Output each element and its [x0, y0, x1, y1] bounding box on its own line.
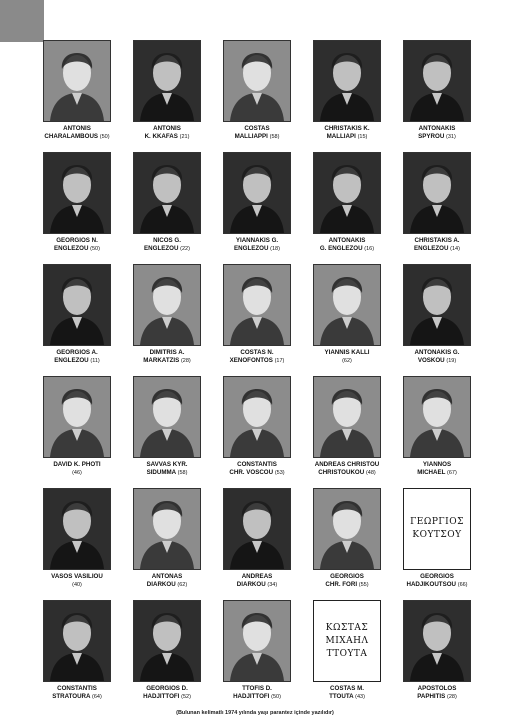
name-line-2	[54, 357, 100, 366]
name-line-2	[52, 693, 102, 702]
age-label: (14)	[450, 245, 460, 252]
name-text: MALLIAPPI	[234, 132, 268, 140]
name-text: CHARALAMBOUS	[44, 132, 99, 140]
portrait-photo	[223, 40, 291, 122]
name-text: HADJITTOFI	[233, 692, 270, 700]
portrait-caption	[147, 573, 187, 589]
portrait-card	[128, 488, 206, 600]
name-line-1: COSTAS M.	[330, 685, 364, 692]
name-line-1: GEORGIOS	[330, 573, 364, 580]
name-line-2	[147, 581, 187, 590]
name-text: CHR. VOSCOU	[229, 468, 274, 476]
portrait-photo	[133, 488, 201, 570]
age-label: (28)	[180, 357, 191, 364]
age-label: (17)	[274, 357, 285, 364]
portrait-caption	[320, 237, 374, 253]
portrait-caption	[235, 125, 280, 141]
name-line-2	[237, 581, 277, 590]
portrait-photo	[223, 488, 291, 570]
name-line-1: ANTONIS	[63, 125, 91, 132]
age-label: (53)	[274, 469, 285, 476]
name-line-2	[234, 245, 280, 254]
age-label: (62)	[342, 357, 352, 364]
name-text: ENGLEZOU	[54, 244, 89, 252]
portrait-card	[398, 376, 476, 488]
name-text: HADJIKOUTSOU	[406, 580, 456, 588]
name-text: STRATOURA	[52, 692, 91, 700]
name-line-1: TTOFIS D.	[242, 685, 272, 692]
portrait-card	[398, 152, 476, 264]
portrait-photo	[313, 488, 381, 570]
portrait-card	[308, 600, 386, 712]
portrait-caption	[233, 685, 281, 701]
name-line-2	[417, 693, 457, 702]
portrait-caption	[44, 125, 109, 141]
portrait-photo	[133, 376, 201, 458]
age-label: (67)	[447, 469, 457, 476]
age-label: (16)	[364, 245, 375, 252]
portrait-caption	[53, 461, 100, 477]
footnote: (Bulunan kelimatlı 1974 yılında yaşı parantez içinde yazılıdır)	[176, 710, 334, 716]
corner-tab	[0, 0, 44, 42]
name-line-1: APOSTOLOS	[417, 685, 457, 692]
name-text: ENGLEZOU	[54, 356, 89, 364]
age-label: (46)	[72, 469, 82, 476]
portrait-card	[218, 152, 296, 264]
name-line-1: GEORGIOS A.	[56, 349, 98, 356]
age-label: (28)	[447, 693, 457, 700]
name-line-1: ANDREAS CHRISTOU	[314, 461, 380, 468]
name-text: ENGLEZOU	[414, 244, 449, 252]
age-label: (31)	[446, 133, 456, 140]
age-label: (34)	[267, 581, 278, 588]
name-text: VOSKOU	[417, 356, 445, 364]
age-label: (18)	[270, 245, 280, 252]
handwritten-name: ΚΟΥΤΣΟΥ	[412, 530, 462, 540]
name-text: SIDUMMA	[146, 468, 176, 476]
name-line-2	[143, 357, 191, 366]
name-line-1: YIANNIS KALLI	[324, 349, 370, 356]
name-line-1: DAVID K. PHOTI	[53, 461, 101, 468]
portrait-card	[398, 40, 476, 152]
portrait-photo	[223, 152, 291, 234]
handwritten-name: ΓΕΩΡΓΙΟΣ	[410, 517, 464, 527]
name-line-1: ANTONAKIS G.	[414, 349, 460, 356]
portrait-photo	[403, 488, 471, 570]
portrait-card	[308, 264, 386, 376]
age-label: (19)	[446, 357, 457, 364]
portrait-photo	[403, 152, 471, 234]
portrait-caption	[415, 349, 460, 365]
age-label: (48)	[365, 469, 376, 476]
name-text: MICHAEL	[417, 468, 446, 476]
portrait-caption	[324, 349, 369, 365]
portrait-caption	[145, 125, 190, 141]
age-label: (15)	[357, 133, 368, 140]
portrait-grid	[38, 40, 476, 712]
age-label: (11)	[90, 357, 100, 364]
age-label: (21)	[179, 133, 190, 140]
portrait-photo	[43, 488, 111, 570]
age-label: (43)	[355, 693, 365, 700]
name-line-2	[143, 693, 191, 702]
portrait-caption	[143, 685, 191, 701]
name-line-1: ANDREAS	[241, 573, 273, 580]
age-label: (62)	[177, 581, 188, 588]
portrait-card	[218, 488, 296, 600]
name-line-1: SAVVAS KYR.	[146, 461, 188, 468]
name-line-2	[414, 245, 460, 254]
portrait-card	[128, 40, 206, 152]
portrait-card	[398, 600, 476, 712]
portrait-card	[218, 40, 296, 152]
portrait-card	[218, 264, 296, 376]
name-line-1: GEORGIOS D.	[146, 685, 188, 692]
portrait-caption	[229, 461, 284, 477]
name-text: HADJITTOFI	[143, 692, 180, 700]
name-line-1: CHRISTAKIS A.	[414, 237, 460, 244]
portrait-card	[308, 376, 386, 488]
age-label: (52)	[181, 693, 191, 700]
handwritten-name: ΜΙΧΑΗΛ	[325, 635, 369, 646]
handwritten-name: ΤΤΟΥΤΑ	[326, 648, 368, 659]
portrait-photo	[133, 600, 201, 682]
name-line-2	[145, 133, 190, 142]
name-line-2	[53, 469, 100, 478]
portrait-caption	[417, 461, 457, 477]
portrait-photo	[313, 600, 381, 682]
name-line-1: ANTONAS	[151, 573, 183, 580]
portrait-caption	[234, 237, 280, 253]
name-line-1: COSTAS	[244, 125, 270, 132]
portrait-caption	[54, 349, 100, 365]
name-line-2	[235, 133, 280, 142]
portrait-caption	[146, 461, 187, 477]
portrait-card	[398, 488, 476, 600]
name-text: ENGLEZOU	[144, 244, 179, 252]
name-line-2	[406, 581, 467, 590]
portrait-card	[308, 488, 386, 600]
name-line-1: COSTAS N.	[240, 349, 274, 356]
name-line-2	[54, 245, 100, 254]
portrait-card	[308, 40, 386, 152]
name-line-1: GEORGIOS	[420, 573, 454, 580]
name-line-2	[329, 693, 365, 702]
handwritten-name: ΚΩΣΤΑΣ	[325, 622, 369, 633]
name-line-2	[324, 133, 369, 142]
portrait-caption	[54, 237, 100, 253]
age-label: (66)	[457, 581, 468, 588]
age-label: (50)	[271, 693, 281, 700]
portrait-card	[38, 376, 116, 488]
name-line-1: ANTONAKIS	[418, 125, 456, 132]
portrait-caption	[418, 125, 456, 141]
portrait-photo	[313, 376, 381, 458]
portrait-card	[128, 376, 206, 488]
portrait-card	[38, 488, 116, 600]
portrait-caption	[329, 685, 365, 701]
name-line-1: NICOS G.	[153, 237, 181, 244]
age-label: (58)	[177, 469, 188, 476]
age-label: (40)	[72, 581, 82, 588]
name-line-2	[144, 245, 190, 254]
portrait-photo	[313, 152, 381, 234]
portrait-photo	[43, 40, 111, 122]
name-text: CHR. FORI	[325, 580, 358, 588]
name-line-2	[418, 133, 456, 142]
name-line-1: VASOS VASILIOU	[51, 573, 103, 580]
portrait-photo	[133, 152, 201, 234]
portrait-photo	[403, 40, 471, 122]
portrait-photo	[133, 264, 201, 346]
portrait-caption	[315, 461, 380, 477]
portrait-photo	[43, 152, 111, 234]
portrait-card	[38, 264, 116, 376]
portrait-caption	[144, 237, 190, 253]
portrait-photo	[223, 376, 291, 458]
name-text: MALLIAPI	[326, 132, 356, 140]
name-text: XENOFONTOS	[229, 356, 273, 364]
portrait-photo	[403, 264, 471, 346]
name-line-2	[233, 693, 281, 702]
portrait-caption	[414, 237, 460, 253]
name-line-1: CONSTANTIS	[57, 685, 97, 692]
portrait-photo	[133, 40, 201, 122]
name-text: ENGLEZOU	[234, 244, 269, 252]
name-text: CHRISTOUKOU	[318, 468, 365, 476]
portrait-photo	[313, 264, 381, 346]
portrait-photo	[223, 600, 291, 682]
name-text: PAPHITIS	[417, 692, 446, 700]
portrait-photo	[223, 264, 291, 346]
portrait-caption	[51, 573, 103, 589]
name-line-2	[146, 469, 187, 478]
age-label: (64)	[92, 693, 102, 700]
name-text: DIARKOU	[146, 580, 176, 588]
name-text: G. ENGLEZOU	[319, 244, 363, 252]
age-label: (22)	[180, 245, 190, 252]
portrait-card	[128, 600, 206, 712]
portrait-caption	[417, 685, 457, 701]
portrait-caption	[237, 573, 277, 589]
portrait-card	[308, 152, 386, 264]
name-text: MARKATZIS	[143, 356, 180, 364]
name-line-1: CHRISTAKIS K.	[324, 125, 370, 132]
age-label: (58)	[269, 133, 280, 140]
portrait-card	[398, 264, 476, 376]
portrait-photo	[313, 40, 381, 122]
portrait-caption	[325, 573, 368, 589]
name-line-2	[325, 581, 368, 590]
name-line-1: YIANNAKIS G.	[235, 237, 279, 244]
portrait-card	[128, 264, 206, 376]
age-label: (50)	[90, 245, 100, 252]
age-label: (50)	[99, 133, 110, 140]
name-line-1: DIMITRIS A.	[149, 349, 185, 356]
name-line-1: ANTONIS	[153, 125, 181, 132]
portrait-caption	[52, 685, 102, 701]
name-line-2	[230, 357, 285, 366]
portrait-caption	[230, 349, 285, 365]
portrait-photo	[43, 376, 111, 458]
name-line-1: CONSTANTIS	[237, 461, 277, 468]
name-line-2	[417, 469, 457, 478]
name-line-1: ANTONAKIS	[328, 237, 366, 244]
name-text: K. KKAFAS	[144, 132, 178, 140]
portrait-photo	[403, 376, 471, 458]
portrait-card	[38, 152, 116, 264]
portrait-caption	[324, 125, 369, 141]
portrait-card	[128, 152, 206, 264]
portrait-card	[38, 40, 116, 152]
name-line-2	[315, 469, 380, 478]
name-line-1: YIANNOS	[422, 461, 452, 468]
name-line-2	[324, 357, 369, 366]
portrait-card	[218, 600, 296, 712]
portrait-caption	[143, 349, 191, 365]
name-line-2	[51, 581, 103, 590]
name-line-2	[415, 357, 460, 366]
portrait-photo	[43, 600, 111, 682]
portrait-photo	[43, 264, 111, 346]
name-text: DIARKOU	[236, 580, 266, 588]
name-line-1: GEORGIOS N.	[56, 237, 98, 244]
age-label: (55)	[358, 581, 369, 588]
portrait-caption	[406, 573, 467, 589]
name-line-2	[229, 469, 284, 478]
name-line-2	[44, 133, 109, 142]
portrait-photo	[403, 600, 471, 682]
name-text: TTOUTA	[329, 692, 354, 700]
portrait-card	[38, 600, 116, 712]
name-text: SPYROU	[418, 132, 445, 140]
name-line-2	[320, 245, 374, 254]
portrait-card	[218, 376, 296, 488]
